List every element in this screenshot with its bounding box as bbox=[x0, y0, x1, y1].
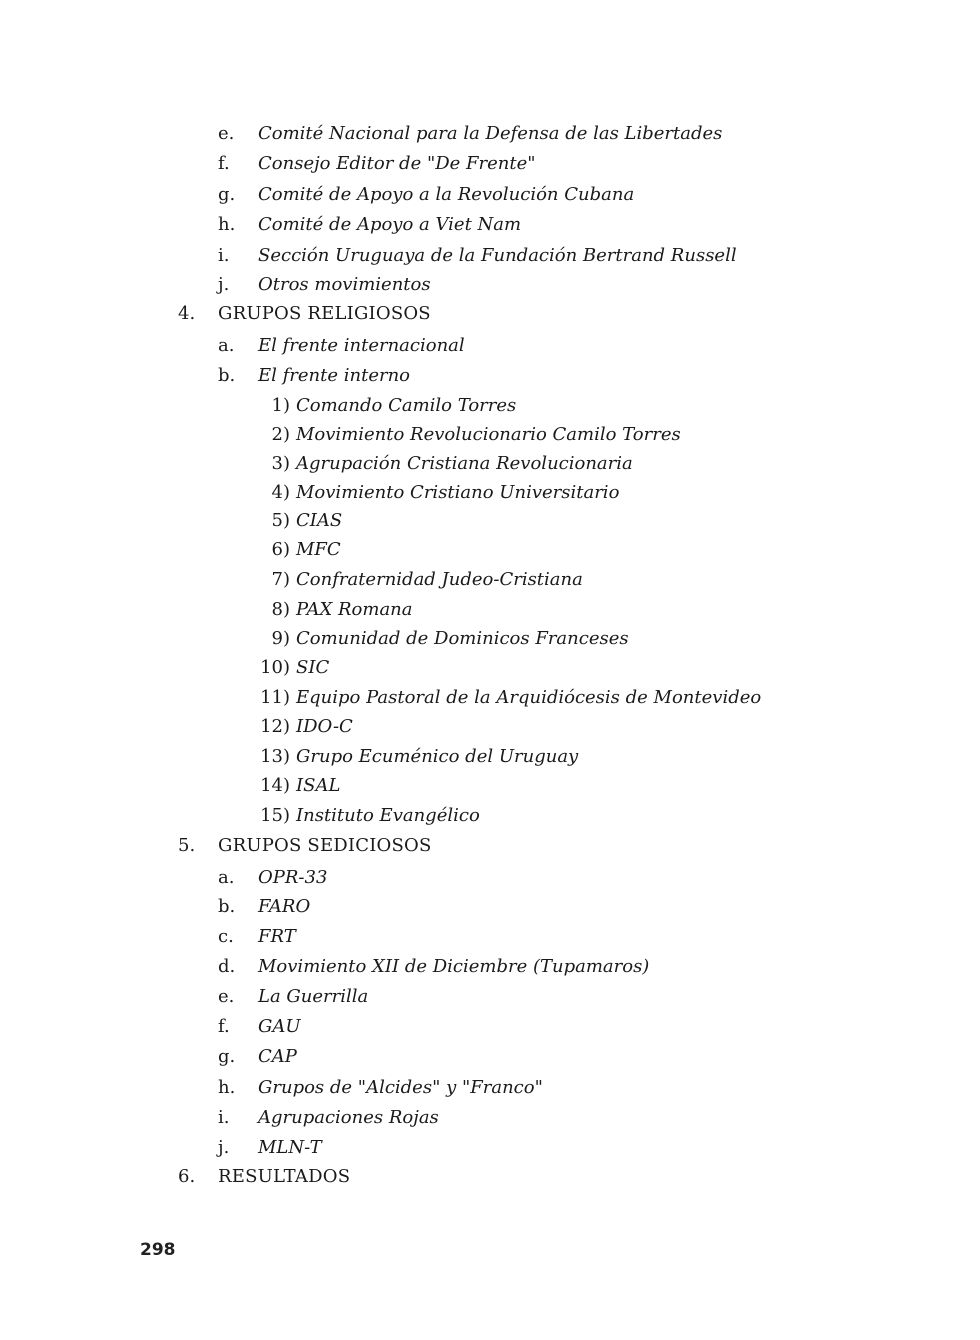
toc-marker: 14) bbox=[260, 775, 290, 796]
toc-marker: 4) bbox=[271, 482, 290, 503]
toc-text: PAX Romana bbox=[296, 599, 413, 620]
toc-item bbox=[218, 242, 737, 270]
toc-marker: 15) bbox=[260, 805, 290, 826]
toc-text: Movimiento XII de Diciembre (Tupamaros) bbox=[258, 956, 650, 977]
toc-text: Sección Uruguaya de la Fundación Bertrand Russell bbox=[258, 245, 737, 266]
toc-marker: 1) bbox=[271, 395, 290, 416]
toc-item bbox=[218, 120, 722, 148]
toc-text: Movimiento Revolucionario Camilo Torres bbox=[296, 424, 681, 445]
toc-text: Comité Nacional para la Defensa de las Libertades bbox=[258, 123, 723, 144]
toc-item bbox=[218, 211, 521, 239]
toc-marker: f. bbox=[218, 153, 230, 174]
toc-marker: j. bbox=[218, 1137, 230, 1158]
toc-section-title: GRUPOS SEDICIOSOS bbox=[218, 835, 432, 856]
toc-item bbox=[218, 983, 368, 1011]
toc-subitem bbox=[252, 507, 342, 535]
toc-subitem bbox=[252, 684, 761, 712]
toc-section bbox=[178, 300, 431, 328]
toc-text: Comunidad de Dominicos Franceses bbox=[296, 628, 629, 649]
toc-text: OPR-33 bbox=[258, 867, 328, 888]
toc-subitem bbox=[252, 772, 340, 800]
toc-marker: 10) bbox=[260, 657, 290, 678]
toc-subitem bbox=[252, 802, 480, 830]
toc-text: MFC bbox=[296, 539, 341, 560]
toc-marker: 7) bbox=[271, 569, 290, 590]
toc-marker: h. bbox=[218, 214, 236, 235]
toc-marker: 13) bbox=[260, 746, 290, 767]
toc-subitem bbox=[252, 743, 578, 771]
toc-marker: 6) bbox=[271, 539, 290, 560]
toc-item bbox=[218, 1134, 322, 1162]
toc-section-title: RESULTADOS bbox=[218, 1166, 351, 1187]
toc-text: Comité de Apoyo a la Revolución Cubana bbox=[258, 184, 635, 205]
toc-text: El frente internacional bbox=[258, 335, 465, 356]
toc-marker: d. bbox=[218, 956, 236, 977]
toc-item bbox=[218, 1104, 439, 1132]
toc-item bbox=[218, 864, 327, 892]
toc-marker: 12) bbox=[260, 716, 290, 737]
toc-text: La Guerrilla bbox=[258, 986, 369, 1007]
toc-marker: 6. bbox=[178, 1166, 196, 1187]
toc-subitem bbox=[252, 566, 583, 594]
toc-marker: 5. bbox=[178, 835, 196, 856]
toc-marker: 11) bbox=[260, 687, 290, 708]
toc-text: Comando Camilo Torres bbox=[296, 395, 517, 416]
toc-marker: 3) bbox=[271, 453, 290, 474]
toc-marker: b. bbox=[218, 896, 236, 917]
toc-subitem bbox=[252, 654, 329, 682]
toc-item bbox=[218, 953, 649, 981]
toc-marker: 2) bbox=[271, 424, 290, 445]
toc-section-title: GRUPOS RELIGIOSOS bbox=[218, 303, 431, 324]
page-number: 298 bbox=[140, 1240, 176, 1260]
toc-marker: g. bbox=[218, 184, 236, 205]
toc-marker: g. bbox=[218, 1046, 236, 1067]
toc-section bbox=[178, 832, 432, 860]
toc-subitem bbox=[252, 625, 629, 653]
toc-item bbox=[218, 923, 296, 951]
toc-marker: 8) bbox=[271, 599, 290, 620]
toc-marker: h. bbox=[218, 1077, 236, 1098]
toc-item bbox=[218, 181, 634, 209]
toc-text: Consejo Editor de "De Frente" bbox=[258, 153, 536, 174]
toc-text: CAP bbox=[258, 1046, 297, 1067]
toc-marker: b. bbox=[218, 365, 236, 386]
toc-text: Grupos de "Alcides" y "Franco" bbox=[258, 1077, 543, 1098]
toc-text: Movimiento Cristiano Universitario bbox=[296, 482, 620, 503]
toc-text: MLN-T bbox=[258, 1137, 322, 1158]
toc-marker: a. bbox=[218, 335, 235, 356]
toc-marker: i. bbox=[218, 245, 230, 266]
toc-marker: 9) bbox=[271, 628, 290, 649]
toc-text: El frente interno bbox=[258, 365, 411, 386]
toc-item bbox=[218, 1013, 301, 1041]
toc-item bbox=[218, 893, 310, 921]
toc-text: FRT bbox=[258, 926, 296, 947]
toc-marker: f. bbox=[218, 1016, 230, 1037]
toc-subitem bbox=[252, 596, 413, 624]
toc-text: CIAS bbox=[296, 510, 343, 531]
toc-text: Grupo Ecuménico del Uruguay bbox=[296, 746, 579, 767]
toc-text: GAU bbox=[258, 1016, 301, 1037]
toc-subitem bbox=[252, 713, 353, 741]
toc-marker: a. bbox=[218, 867, 235, 888]
toc-section bbox=[178, 1163, 350, 1191]
toc-marker: j. bbox=[218, 274, 230, 295]
toc-subitem bbox=[252, 536, 341, 564]
toc-text: Instituto Evangélico bbox=[296, 805, 480, 826]
toc-text: ISAL bbox=[296, 775, 341, 796]
toc-text: Agrupaciones Rojas bbox=[258, 1107, 439, 1128]
toc-subitem bbox=[252, 450, 633, 478]
toc-marker: 5) bbox=[271, 510, 290, 531]
toc-text: SIC bbox=[296, 657, 330, 678]
toc-subitem bbox=[252, 479, 619, 507]
toc-item bbox=[218, 271, 431, 299]
toc-subitem bbox=[252, 421, 681, 449]
toc-item bbox=[218, 1043, 297, 1071]
toc-item bbox=[218, 150, 536, 178]
toc-marker: i. bbox=[218, 1107, 230, 1128]
toc-marker: e. bbox=[218, 986, 235, 1007]
toc-item bbox=[218, 1074, 543, 1102]
toc-text: Agrupación Cristiana Revolucionaria bbox=[296, 453, 633, 474]
toc-marker: 4. bbox=[178, 303, 196, 324]
toc-text: Comité de Apoyo a Viet Nam bbox=[258, 214, 522, 235]
toc-text: IDO-C bbox=[296, 716, 353, 737]
toc-marker: c. bbox=[218, 926, 234, 947]
toc-item bbox=[218, 362, 410, 390]
toc-text: Otros movimientos bbox=[258, 274, 431, 295]
toc-text: Confraternidad Judeo-Cristiana bbox=[296, 569, 583, 590]
toc-text: FARO bbox=[258, 896, 311, 917]
toc-item bbox=[218, 332, 465, 360]
toc-text: Equipo Pastoral de la Arquidiócesis de Montevideo bbox=[296, 687, 762, 708]
toc-subitem bbox=[252, 392, 516, 420]
toc-marker: e. bbox=[218, 123, 235, 144]
